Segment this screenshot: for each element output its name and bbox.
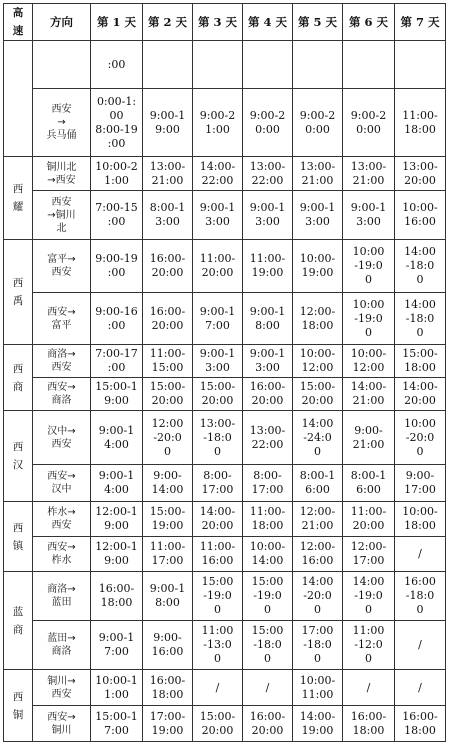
time-cell-day-7 (395, 41, 446, 89)
time-cell-day-6: 8:00-1 6:00 (343, 465, 395, 502)
time-cell-day-6: 11:00 -12:0 0 (343, 621, 395, 670)
time-cell-day-5: 8:00-1 6:00 (293, 465, 343, 502)
time-cell-day-1: 9:00-1 4:00 (91, 465, 143, 502)
traffic-schedule-table (3, 3, 446, 742)
time-cell-day-1: 9:00-1 7:00 (91, 621, 143, 670)
time-cell-day-6: 13:00- 21:00 (343, 157, 395, 191)
direction-cell: 西安 →铜川 北 (33, 191, 91, 240)
time-cell-day-7: 10:00- 16:00 (395, 191, 446, 240)
table-row (4, 41, 446, 89)
time-cell-day-4: 11:00- 19:00 (243, 240, 293, 293)
header-day-7: 第 7 天 (395, 4, 446, 41)
time-cell-day-1: 16:00- 18:00 (91, 572, 143, 621)
time-cell-day-1: 7:00-15 :00 (91, 191, 143, 240)
highway-cell (4, 670, 33, 742)
table-row (4, 670, 446, 706)
time-cell-day-7: 14:00- 20:00 (395, 378, 446, 411)
time-cell-day-3: 9:00-2 1:00 (193, 89, 243, 157)
time-cell-day-1: 9:00-16 :00 (91, 293, 143, 345)
table-row (4, 157, 446, 191)
time-cell-day-5: 14:00- 19:00 (293, 706, 343, 742)
table-row (4, 572, 446, 621)
time-cell-day-4: 15:00 -19:0 0 (243, 572, 293, 621)
time-cell-day-1: 10:00-1 1:00 (91, 670, 143, 706)
time-cell-day-6: 14:00 -19:0 0 (343, 572, 395, 621)
time-cell-day-7: 15:00- 18:00 (395, 345, 446, 378)
highway-name: 西商 (12, 362, 24, 393)
direction-cell: 汉中→ 西安 (33, 411, 91, 465)
time-cell-day-2 (143, 41, 193, 89)
direction-cell: 铜川北 →西安 (33, 157, 91, 191)
highway-cell (4, 240, 33, 345)
time-cell-day-4: 11:00- 18:00 (243, 502, 293, 537)
time-cell-day-7: / (395, 537, 446, 572)
time-cell-day-4: 13:00- 22:00 (243, 157, 293, 191)
direction-cell: 富平→ 西安 (33, 240, 91, 293)
time-cell-day-3 (193, 41, 243, 89)
time-cell-day-2: 17:00- 19:00 (143, 706, 193, 742)
time-cell-day-3: 15:00- 20:00 (193, 378, 243, 411)
time-cell-day-7: / (395, 670, 446, 706)
header-highway: 高速 (4, 4, 33, 41)
direction-cell: 柞水→ 西安 (33, 502, 91, 537)
header-day-3: 第 3 天 (193, 4, 243, 41)
time-cell-day-2: 16:00- 20:00 (143, 293, 193, 345)
table-row (4, 411, 446, 465)
header-day-4: 第 4 天 (243, 4, 293, 41)
time-cell-day-5: 14:00 -20:0 0 (293, 572, 343, 621)
table-row (4, 345, 446, 378)
highway-name: 西铜 (12, 690, 24, 721)
highway-cell (4, 411, 33, 502)
time-cell-day-6: 10:00 -19:0 0 (343, 293, 395, 345)
table-row (4, 191, 446, 240)
table-row (4, 89, 446, 157)
time-cell-day-4 (243, 41, 293, 89)
table-row (4, 465, 446, 502)
time-cell-day-6: 11:00- 20:00 (343, 502, 395, 537)
time-cell-day-7: 16:00 -18:0 0 (395, 572, 446, 621)
table-row (4, 537, 446, 572)
time-cell-day-4: 15:00 -18:0 0 (243, 621, 293, 670)
time-cell-day-3: 9:00-1 3:00 (193, 345, 243, 378)
time-cell-day-4: 8:00- 17:00 (243, 465, 293, 502)
direction-cell: 商洛→ 西安 (33, 345, 91, 378)
time-cell-day-2: 11:00- 15:00 (143, 345, 193, 378)
time-cell-day-2: 15:00- 20:00 (143, 378, 193, 411)
table-row (4, 240, 446, 293)
header-direction: 方向 (33, 4, 91, 41)
time-cell-day-3: 11:00- 20:00 (193, 240, 243, 293)
highway-cell (4, 345, 33, 411)
time-cell-day-2: 16:00- 20:00 (143, 240, 193, 293)
time-cell-day-6: 14:00- 21:00 (343, 378, 395, 411)
time-cell-day-2: 16:00- 18:00 (143, 670, 193, 706)
direction-cell: 西安→ 铜川 (33, 706, 91, 742)
direction-cell: 西安→ 商洛 (33, 378, 91, 411)
time-cell-day-3: 9:00-1 3:00 (193, 191, 243, 240)
time-cell-day-1: 15:00-1 7:00 (91, 706, 143, 742)
time-cell-day-4: 9:00-1 3:00 (243, 345, 293, 378)
time-cell-day-5: 12:00- 18:00 (293, 293, 343, 345)
time-cell-day-3: 9:00-1 7:00 (193, 293, 243, 345)
time-cell-day-5: 17:00 -18:0 0 (293, 621, 343, 670)
time-cell-day-2: 9:00- 16:00 (143, 621, 193, 670)
header-day-2: 第 2 天 (143, 4, 193, 41)
time-cell-day-4: / (243, 670, 293, 706)
highway-cell (4, 502, 33, 572)
highway-name: 西耀 (12, 183, 24, 213)
time-cell-day-2: 13:00- 21:00 (143, 157, 193, 191)
time-cell-day-1: 9:00-19 :00 (91, 240, 143, 293)
highway-cell (4, 41, 33, 157)
time-cell-day-3: 14:00- 22:00 (193, 157, 243, 191)
table-body (4, 4, 446, 742)
direction-cell: 西安→ 柞水 (33, 537, 91, 572)
time-cell-day-7: 16:00- 18:00 (395, 706, 446, 742)
time-cell-day-1: :00 (91, 41, 143, 89)
table-row (4, 706, 446, 742)
time-cell-day-6: 9:00- 21:00 (343, 411, 395, 465)
time-cell-day-3: 11:00- 16:00 (193, 537, 243, 572)
time-cell-day-4: 9:00-2 0:00 (243, 89, 293, 157)
time-cell-day-3: 8:00- 17:00 (193, 465, 243, 502)
time-cell-day-6: 9:00-1 3:00 (343, 191, 395, 240)
direction-cell: 铜川→ 西安 (33, 670, 91, 706)
time-cell-day-3: 13:00- -18:0 0 (193, 411, 243, 465)
time-cell-day-2: 9:00- 14:00 (143, 465, 193, 502)
time-cell-day-6: 10:00- 12:00 (343, 345, 395, 378)
time-cell-day-7: / (395, 621, 446, 670)
time-cell-day-5: 13:00- 21:00 (293, 157, 343, 191)
direction-cell (33, 41, 91, 89)
highway-name: 西汉 (12, 441, 24, 471)
time-cell-day-7: 14:00 -18:0 0 (395, 293, 446, 345)
time-cell-day-5: 15:00- 20:00 (293, 378, 343, 411)
time-cell-day-3: / (193, 670, 243, 706)
time-cell-day-5: 9:00-2 0:00 (293, 89, 343, 157)
table-row (4, 378, 446, 411)
time-cell-day-5 (293, 41, 343, 89)
time-cell-day-5: 10:00- 11:00 (293, 670, 343, 706)
time-cell-day-4: 16:00- 20:00 (243, 378, 293, 411)
time-cell-day-4: 9:00-1 3:00 (243, 191, 293, 240)
time-cell-day-6: 9:00-2 0:00 (343, 89, 395, 157)
time-cell-day-1: 7:00-17 :00 (91, 345, 143, 378)
time-cell-day-5: 14:00 -24:0 0 (293, 411, 343, 465)
time-cell-day-5: 12:00- 16:00 (293, 537, 343, 572)
time-cell-day-3: 14:00- 20:00 (193, 502, 243, 537)
time-cell-day-7: 9:00- 17:00 (395, 465, 446, 502)
time-cell-day-5: 10:00- 12:00 (293, 345, 343, 378)
time-cell-day-2: 8:00-1 3:00 (143, 191, 193, 240)
time-cell-day-2: 15:00- 19:00 (143, 502, 193, 537)
time-cell-day-7: 10:00 -20:0 0 (395, 411, 446, 465)
time-cell-day-2: 9:00-1 9:00 (143, 89, 193, 157)
highway-name: 西禹 (12, 277, 24, 307)
time-cell-day-6: / (343, 670, 395, 706)
time-cell-day-2: 9:00-1 8:00 (143, 572, 193, 621)
time-cell-day-5: 10:00- 19:00 (293, 240, 343, 293)
time-cell-day-4: 16:00- 20:00 (243, 706, 293, 742)
time-cell-day-6: 12:00- 17:00 (343, 537, 395, 572)
time-cell-day-1: 15:00-1 9:00 (91, 378, 143, 411)
time-cell-day-1: 12:00-1 9:00 (91, 502, 143, 537)
highway-name: 西镇 (12, 521, 24, 552)
header-day-6: 第 6 天 (343, 4, 395, 41)
time-cell-day-2: 12:00 -20:0 0 (143, 411, 193, 465)
time-cell-day-6 (343, 41, 395, 89)
time-cell-day-7: 13:00- 20:00 (395, 157, 446, 191)
time-cell-day-1: 12:00-1 9:00 (91, 537, 143, 572)
time-cell-day-7: 14:00 -18:0 0 (395, 240, 446, 293)
direction-cell: 蓝田→ 商洛 (33, 621, 91, 670)
time-cell-day-7: 11:00- 18:00 (395, 89, 446, 157)
time-cell-day-5: 9:00-1 3:00 (293, 191, 343, 240)
highway-cell (4, 157, 33, 240)
direction-cell: 西安→ 汉中 (33, 465, 91, 502)
time-cell-day-2: 11:00- 17:00 (143, 537, 193, 572)
direction-cell: 商洛→ 蓝田 (33, 572, 91, 621)
time-cell-day-3: 11:00 -13:0 0 (193, 621, 243, 670)
header-day-1: 第 1 天 (91, 4, 143, 41)
time-cell-day-4: 13:00- 22:00 (243, 411, 293, 465)
time-cell-day-5: 12:00- 21:00 (293, 502, 343, 537)
time-cell-day-4: 10:00- 14:00 (243, 537, 293, 572)
direction-cell: 西安→ 富平 (33, 293, 91, 345)
time-cell-day-4: 9:00-1 8:00 (243, 293, 293, 345)
table-row (4, 621, 446, 670)
header-row (4, 4, 446, 41)
time-cell-day-6: 10:00 -19:0 0 (343, 240, 395, 293)
highway-cell (4, 572, 33, 670)
time-cell-day-3: 15:00- 20:00 (193, 706, 243, 742)
table-row (4, 502, 446, 537)
time-cell-day-1: 10:00-2 1:00 (91, 157, 143, 191)
direction-cell: 西安 → 兵马俑 (33, 89, 91, 157)
table-row (4, 293, 446, 345)
time-cell-day-7: 10:00- 18:00 (395, 502, 446, 537)
highway-name: 蓝商 (12, 605, 24, 636)
time-cell-day-1: 9:00-1 4:00 (91, 411, 143, 465)
time-cell-day-1: 0:00-1: 00 8:00-19 :00 (91, 89, 143, 157)
schedule-table-wrapper (3, 3, 446, 742)
header-day-5: 第 5 天 (293, 4, 343, 41)
time-cell-day-3: 15:00 -19:0 0 (193, 572, 243, 621)
time-cell-day-6: 16:00- 18:00 (343, 706, 395, 742)
